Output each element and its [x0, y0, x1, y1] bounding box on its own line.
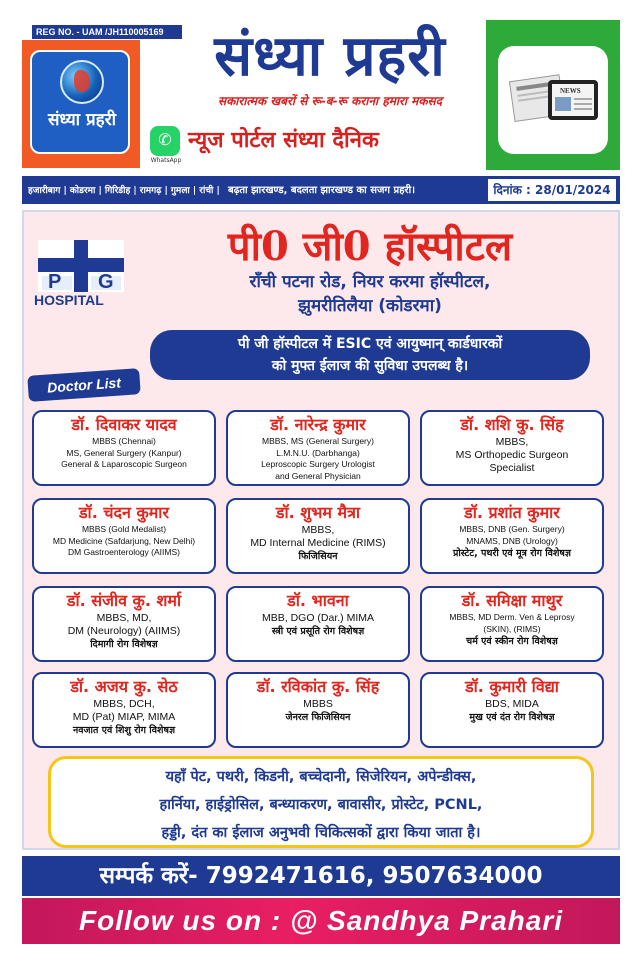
doctor-name: डॉ. दिवाकर यादव	[71, 415, 177, 434]
services-line-3: हड्डी, दंत का ईलाज अनुभवी चिकित्सकों द्वारा किया जाता है।	[161, 825, 481, 841]
doctor-card	[226, 586, 410, 662]
doctor-specialty: फिजिसियन	[298, 551, 338, 562]
doctor-name: डॉ. प्रशांत कुमार	[464, 503, 560, 522]
districts-list: हजारीबाग | कोडरमा | गिरिडीह | रामगढ़ | गुमला | रांची |	[28, 186, 220, 196]
doctor-specialty: जेनरल फिजिसियन	[285, 712, 351, 723]
doctor-name: डॉ. शशि कु. सिंह	[460, 415, 564, 434]
doctor-card	[226, 498, 410, 574]
doctor-name: डॉ. रविकांत कु. सिंह	[256, 677, 380, 696]
news-label: NEWS	[560, 87, 581, 95]
services-line-2: हार्निया, हाईड्रोसिल, बन्ध्याकरण, बावासीर, प्रोस्टेट, PCNL,	[159, 797, 483, 813]
doctor-qualification: MBBS, DNB (Gen. Surgery) MNAMS, DNB (Urology)	[459, 524, 565, 546]
esic-ayushman-notice	[150, 330, 590, 380]
doctor-qualification: MBBS, MD Internal Medicine (RIMS)	[250, 524, 386, 549]
doctor-specialty: चर्म एवं स्कीन रोग विशेषज्ञ	[466, 636, 558, 647]
news-portal-text: न्यूज पोर्टल संध्या दैनिक	[188, 128, 379, 153]
globe-icon	[60, 60, 104, 104]
newspaper-tagline: सकारात्मक खबरों से रू-ब-रू कराना हमारा मकसद	[217, 94, 443, 108]
scheme-line-1: पी जी हॉस्पीटल में ESIC एवं आयुष्मान् कार्डधारकों	[237, 336, 503, 352]
doctor-name: डॉ. समिक्षा माथुर	[461, 591, 563, 610]
doctor-qualification: MBBS, MD Derm. Ven & Leprosy (SKIN), (RIMS)	[449, 612, 575, 634]
doctor-qualification: MBB, DGO (Dar.) MIMA	[261, 612, 374, 624]
doctor-card	[226, 410, 410, 486]
doctor-card	[32, 410, 216, 486]
hospital-label: HOSPITAL	[34, 292, 104, 308]
logo-letter-p: P	[48, 271, 62, 293]
newspaper-tablet-icon	[508, 60, 602, 132]
doctor-qualification: MBBS, MS Orthopedic Surgeon Specialist	[455, 436, 569, 474]
registration-number: REG NO. - UAM /JH110005169	[32, 25, 182, 39]
scheme-line-2: को मुफ्त ईलाज की सुविधा उपलब्ध है।	[271, 358, 469, 374]
doctor-card	[420, 672, 604, 748]
doctor-qualification: MBBS (Gold Medalist) MD Medicine (Safdarjung, New Delhi) DM Gastroenterology (AIIMS)	[52, 524, 196, 557]
doctor-card	[32, 672, 216, 748]
doctor-qualification: MBBS, MS (General Surgery) L.M.N.U. (Darbhanga) Leproscopic Surgery Urologist and General Physician	[261, 436, 375, 481]
doctor-card	[226, 672, 410, 748]
doctor-name: डॉ. संजीव कु. शर्मा	[66, 591, 182, 610]
newspaper-title: संध्या प्रहरी	[214, 23, 446, 89]
whatsapp-icon: ✆	[150, 126, 180, 156]
doctor-specialty: स्त्री एवं प्रसूति रोग विशेषज्ञ	[271, 626, 365, 637]
doctor-name: डॉ. अजय कु. सेठ	[70, 677, 178, 696]
doctor-qualification: MBBS, DCH, MD (Pat) MIAP, MIMA	[72, 698, 176, 723]
hospital-address	[130, 270, 610, 318]
doctor-card	[420, 498, 604, 574]
contact-numbers: सम्पर्क करें- 7992471616, 9507634000	[22, 856, 620, 896]
doctor-qualification: MBBS	[303, 698, 333, 710]
follow-us-banner: Follow us on : @ Sandhya Prahari	[22, 898, 620, 944]
doctor-name: डॉ. कुमारी विद्या	[465, 677, 559, 696]
doctor-name: डॉ. भावना	[287, 591, 349, 610]
services-box	[48, 756, 594, 848]
issue-date: दिनांक : 28/01/2024	[488, 179, 616, 201]
doctor-qualification: BDS, MIDA	[485, 698, 539, 710]
address-line-1: राँची पटना रोड, नियर करमा हॉस्पीटल,	[249, 272, 491, 292]
doctor-card	[420, 586, 604, 662]
doctor-qualification: MBBS (Chennai) MS, General Surgery (Kanpur) General & Laparoscopic Surgeon	[61, 436, 187, 469]
doctor-name: डॉ. चंदन कुमार	[78, 503, 169, 522]
sandhya-prahari-logo	[30, 50, 130, 154]
address-line-2: झुमरीतिलैया (कोडरमा)	[298, 296, 442, 316]
doctor-list-tag: Doctor List	[27, 368, 141, 402]
doctor-qualification: MBBS, MD, DM (Neurology) (AIIMS)	[67, 612, 181, 637]
logo-letter-g: G	[98, 271, 114, 293]
doctor-card	[32, 498, 216, 574]
slogan: बढ़ता झारखण्ड, बदलता झारखण्ड का सजग प्रहरी।	[228, 185, 415, 196]
hospital-name: पी0 जी0 हॉस्पीटल	[227, 223, 513, 270]
doctor-specialty: दिमागी रोग विशेषज्ञ	[90, 639, 158, 650]
doctor-card	[32, 586, 216, 662]
doctor-specialty: प्रोस्टेट, पथरी एवं मूत्र रोग विशेषज्ञ	[452, 548, 572, 559]
doctor-name: डॉ. नारेन्द्र कुमार	[270, 415, 366, 434]
whatsapp-label: WhatsApp	[150, 157, 182, 164]
doctor-specialty: नवजात एवं शिशु रोग विशेषज्ञ	[72, 725, 176, 736]
services-line-1: यहाँ पेट, पथरी, किडनी, बच्चेदानी, सिजेरियन, अपेन्डीक्स,	[165, 769, 477, 785]
doctor-specialty: मुख एवं दंत रोग विशेषज्ञ	[469, 712, 555, 723]
logo-text: संध्या प्रहरी	[47, 110, 117, 130]
doctor-name: डॉ. शुभम मैत्रा	[275, 503, 361, 522]
doctor-card	[420, 410, 604, 486]
